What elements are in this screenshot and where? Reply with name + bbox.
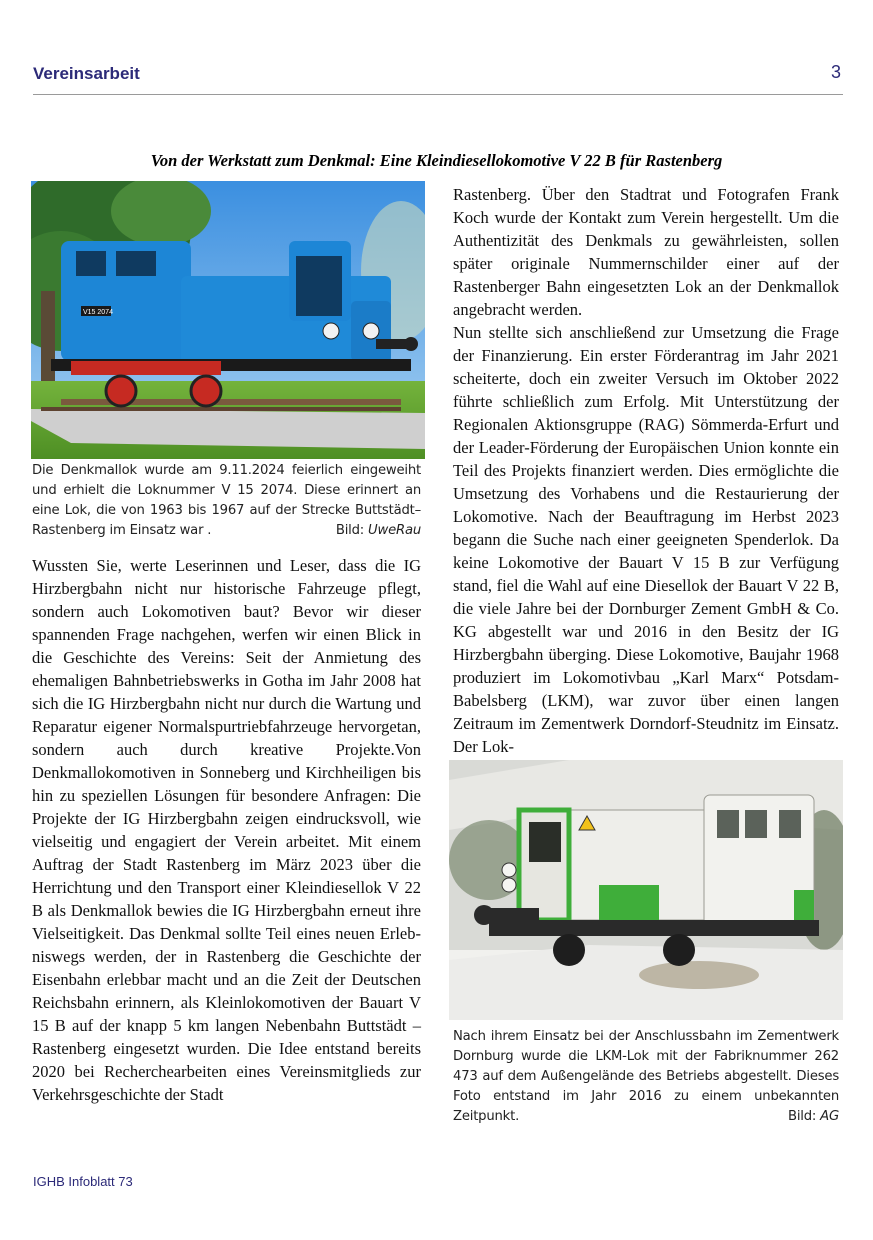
article-column-left <box>32 554 421 1106</box>
blue-locomotive-illustration <box>31 181 425 459</box>
loco-number-plate: V15 2074 <box>83 309 113 316</box>
page-number: 3 <box>830 62 841 82</box>
article-paragraph: Wussten Sie, werte Leserinnen und Leser, dass die IG Hirzbergbahn nicht nur historische Fahrzeuge pflegt, sondern auch Lokomotiven baut? Bevor wir dieser spannenden Frage nachgehen, werfen wir einen Blick in die Geschichte des Vereins: Seit der Anmietung des ehemaligen Bahnbetriebswerks in Gotha im Jahr 2008 hat sich die IG Hirzbergbahn nicht nur durch die Wartung und Reparatur eigener Normalspurtriebfahrzeuge hervorgetan, sondern auch durch kreative Projekte.Von Denkmallokomotiven in Sonneberg und Kirchheiligen bis hin zu speziellen Lösungen für besondere Anfragen: Die Projekte der IG Hirzbergbahn zeigen eindrucksvoll, wie vielseitig und engagiert der Verein arbeitet. Mit einem Auftrag der Stadt Rastenberg im März 2023 über die Herrichtung und den Transport einer Kleindiesellok V 22 B als Denkmallok bewies die IG Hirzbergbahn erneut ihre Vielseitigkeit. Das Denkmal sollte Teil eines neuen Erlebniswegs werden, der in Rastenberg die Geschichte der Eisenbahn erlebbar macht und an die Zeit der Deutschen Reichsbahn erinnern, als Kleinlokomotiven der Bauart V 15 B auf der knapp 5 km langen Nebenbahn Buttstädt – Rastenberg eingesetzt wurden. Die Idee entstand bereits 2020 bei Recherchearbeiten eines Vereinsmitglieds zur Verkehrsgeschichte der Stadt <box>32 556 421 1104</box>
snow-locomotive-illustration <box>449 760 843 1020</box>
section-title: Vereinsarbeit <box>33 64 140 83</box>
page-header <box>33 64 843 92</box>
header-divider <box>33 94 843 95</box>
photo2-credit <box>788 1107 839 1127</box>
photo1-caption <box>32 461 421 541</box>
article-column-right <box>453 183 839 758</box>
photo1-credit <box>336 521 421 541</box>
photo1-credit-name: UweRau <box>368 523 421 538</box>
photo2-caption <box>453 1027 839 1127</box>
photo1-caption-text: Die Denkmallok wurde am 9.11.2024 feierlich eingeweiht und erhielt die Loknummer V 15 2074. Diese erinnert an eine Lok, die von 1963 bis 1967 auf der Strecke Buttstädt–Rastenberg im Einsatz war . <box>32 463 421 538</box>
photo2-caption-text: Nach ihrem Einsatz bei der Anschlussbahn im Zementwerk Dornburg wurde die LKM-Lok mit der Fabriknummer 262 473 auf dem Außengelände des Betriebs abgestellt. Dieses Foto entstand im Jahr 2016 zu einem unbekannten Zeitpunkt. <box>453 1029 839 1124</box>
photo-snow-locomotive <box>449 760 843 1020</box>
article-paragraph: Rastenberg. Über den Stadtrat und Fotografen Frank Koch wurde der Kontakt zum Verein hergestellt. Um die Authentizität des Denkmals zu gewährleisten, sollen später originale Nummernschilder einer auf der Rastenberger Bahn eingesetzten Lok an der Denkmallok angebracht werden. <box>453 185 839 319</box>
article-paragraph: Nun stellte sich anschließend zur Umsetzung die Frage der Finanzierung. Ein erster Förderantrag im Jahr 2021 scheiterte, doch ein zweiter Versuch im Oktober 2022 führte schließlich zum Erfolg. Mit Unterstützung der Regionalen Aktionsgruppe (RAG) Sömmerda-Erfurt und der Leader-Förderung der Europäischen Union konnte ein Teil des Projekts finanziert werden. Dies ermöglichte die Umsetzung des Vorhabens und die Restaurierung der Lokomotive. Nach der Beauftragung im Herbst 2023 begann die Suche nach einer geeigneten Spenderlok. Da keine Lokomotive der Bauart V 15 B zur Verfügung stand, fiel die Wahl auf eine Diesellok der Bauart V 22 B, die viele Jahre bei der Dornburger Zement GmbH & Co. KG abgestellt war und 2016 in den Besitz der IG Hirzbergbahn überging. Diese Lokomotive, Baujahr 1968 produziert im Lokomotivbau „Karl Marx“ Potsdam-Babelsberg (LKM), war zuvor über einen langen Zeitraum im Zementwerk Dorndorf-Steudnitz im Einsatz. Der Lok- <box>453 323 839 756</box>
photo1-credit-label: Bild: <box>335 523 369 538</box>
article-title: Von der Werkstatt zum Denkmal: Eine Kleindiesellokomotive V 22 B für Rastenberg <box>150 151 723 170</box>
photo-blue-locomotive <box>31 181 425 459</box>
page-footer: IGHB Infoblatt 73 <box>33 1174 133 1189</box>
photo2-credit-name: AG <box>820 1109 839 1124</box>
photo2-credit-label: Bild: <box>787 1109 821 1124</box>
